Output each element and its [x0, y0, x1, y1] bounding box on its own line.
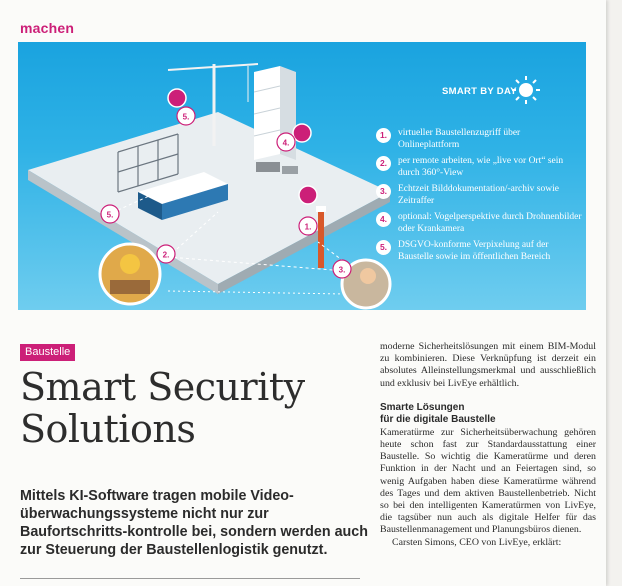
smart-by-day-label: SMART BY DAY: [442, 86, 517, 97]
marker-label: 2.: [162, 250, 170, 260]
marker-label: 5.: [106, 210, 114, 220]
legend-number: 3.: [376, 184, 391, 199]
legend-text: per remote arbeiten, wie „live vor Ort“ sein durch 360°-View: [398, 156, 564, 178]
marker-label: 5.: [182, 112, 190, 122]
camera-tower: [318, 210, 324, 268]
legend-number: 5.: [376, 240, 391, 255]
legend-text: Echtzeit Bilddokumentation/-archiv sowie Zeitraffer: [398, 184, 559, 206]
intro-paragraph: moderne Sicherheitslösungen mit einem BIM-Modul zu kombinieren. Diese Verknüpfung ist derzeit ein absolutes Alleinstellungsmerkmal und ausschließlich und exklusiv bei LivEye erhältlich.: [380, 341, 596, 389]
legend-number: 1.: [376, 128, 391, 143]
marker-label: 3.: [338, 265, 346, 275]
section-tag: machen: [20, 20, 75, 36]
quote-intro: Carsten Simons, CEO von LivEye, erklärt:: [392, 536, 562, 548]
legend-item: [376, 240, 582, 263]
legend-item: [376, 156, 582, 179]
article-column: [380, 341, 596, 549]
marker-label: 4.: [282, 138, 290, 148]
category-badge: Baustelle: [20, 344, 75, 361]
legend-text: virtueller Baustellenzugriff über Onlineplattform: [398, 128, 521, 150]
subheading-line-1: Smarte Lösungen: [380, 401, 465, 413]
legend-item: [376, 212, 582, 235]
camera-marker: [299, 186, 317, 204]
legend-number: 4.: [376, 212, 391, 227]
legend-item: [376, 128, 582, 151]
marker-label: 1.: [304, 222, 312, 232]
camera-marker: [168, 89, 186, 107]
subheading-line-2: für die digitale Baustelle: [380, 413, 496, 425]
vehicle: [282, 166, 298, 174]
legend-number: 2.: [376, 156, 391, 171]
subheading: [380, 402, 596, 426]
article-headline: Smart Security Solutions: [20, 365, 305, 451]
hero-illustration: [18, 42, 586, 310]
legend-text: DSGVO-konforme Verpixelung auf der Baustelle sowie im öffentlichen Bereich: [398, 240, 551, 262]
article-lead: Mittels KI-Software tragen mobile Video-überwachungssysteme nicht nur zur Baufortschritts-kontrolle bei, sondern werden auch zur Steuerung der Baustellenlogistik genutzt.: [20, 488, 368, 558]
legend-text: optional: Vogelperspektive durch Drohnenbilder oder Krankamera: [398, 212, 582, 234]
divider: [20, 578, 360, 579]
legend-item: [376, 184, 582, 207]
vehicle: [256, 162, 280, 172]
camera-marker: [293, 124, 311, 142]
body-paragraph: Kameratürme zur Sicherheitsüberwachung gehören heute schon fast zur Standardausstattung einer Baustelle. So wichtig die Kameratürme und deren Funktion in der Nacht und an Feiertagen sind, so wenig Aufgaben haben diese Kameratürme während des Tages und dem aktiven Baustellenbetrieb. Nicht so bei den intelligenten Kameratürmen von LivEye, die tagsüber nun auch als digitale Helfer für das Baustellenmanagement und Planungsbüros dienen.: [380, 426, 596, 536]
feature-legend: [376, 128, 582, 268]
